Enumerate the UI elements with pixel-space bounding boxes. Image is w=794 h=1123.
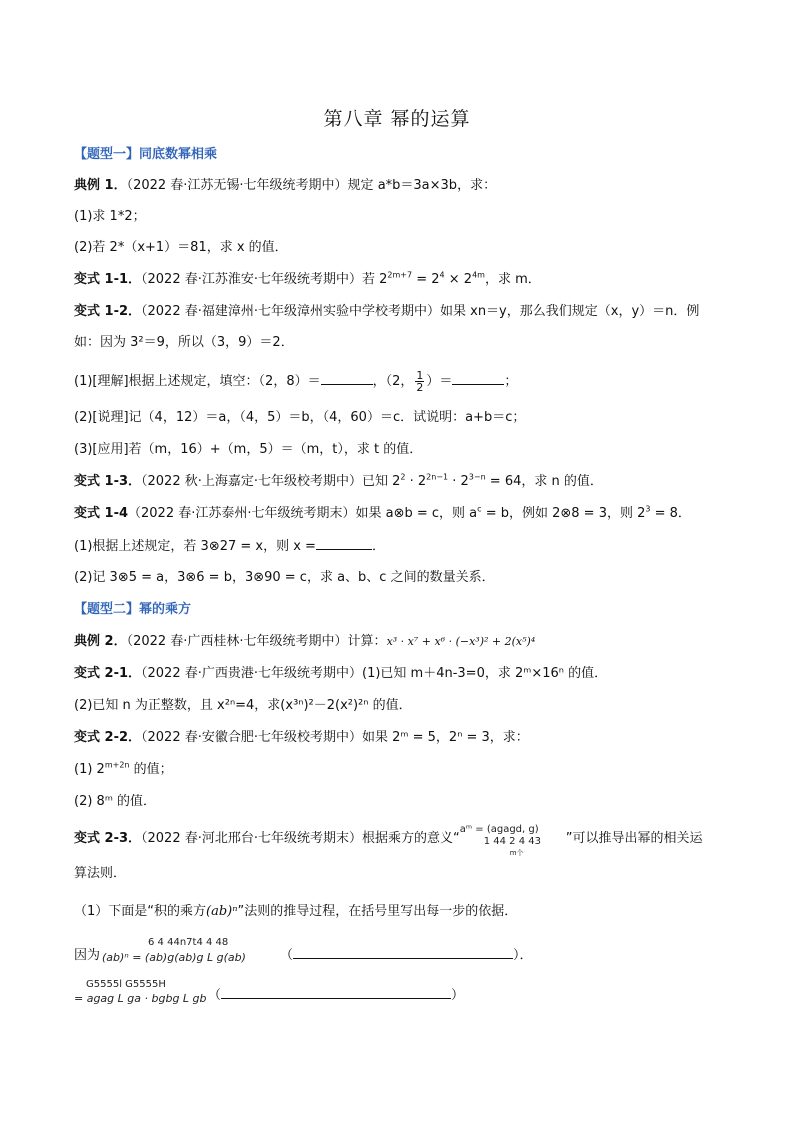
question-text: ”法则的推导过程，在括号里写出每一步的依据． xyxy=(237,904,518,919)
variant-2-2-q1 xyxy=(74,761,734,779)
variant-label: 变式 2-1． xyxy=(74,666,142,681)
derivation-formula-2 xyxy=(74,979,208,1005)
math-text: = 64，求 n 的值． xyxy=(485,474,603,489)
variant-2-2 xyxy=(74,729,734,747)
exponent: 4m xyxy=(472,270,485,280)
variant-2-1-q2: (2)已知 n 为正整数，且 x²ⁿ=4，求(x³ⁿ)²－2(x²)²ⁿ 的值． xyxy=(74,698,412,713)
variant-text: （2022 春·广西贵港·七年级统考期中）(1)已知 m＋4n-3=0，求 2ᵐ×16ⁿ 的值． xyxy=(141,666,608,681)
variant-label: 变式 1-4 xyxy=(74,506,129,521)
variant-text: （2022 春·河北邢台·七年级统考期末）根据乘方的意义“ xyxy=(141,831,460,846)
variant-label: 变式 1-2． xyxy=(74,304,142,319)
exponent: 3 xyxy=(645,504,651,514)
variant-1-2 xyxy=(74,303,734,321)
math-expression: (ab)ⁿ xyxy=(206,904,238,919)
variant-label: 变式 1-3． xyxy=(74,474,142,489)
derivation-formula-1 xyxy=(100,937,280,964)
fraction-numerator: 1 xyxy=(416,369,424,382)
variant-label: 变式 2-3． xyxy=(74,831,142,846)
section-heading-2: 【题型二】幂的乘方 xyxy=(74,602,192,617)
example-text: （2022 春·江苏无锡·七年级统考期中）规定 a*b＝3a×3b，求： xyxy=(126,178,497,193)
example-1-q2: (2)若 2*（x+1）＝81，求 x 的值． xyxy=(74,240,288,255)
answer-blank[interactable] xyxy=(321,372,373,385)
math-text: · 2 xyxy=(405,474,427,489)
question-text: ）＝ xyxy=(426,374,453,389)
variant-1-2-line2: 如：因为 3²＝9，所以（3，9）＝2． xyxy=(74,335,294,350)
variant-label: 变式 1-1． xyxy=(74,272,142,287)
formula-body: = agag L ga · bgbg L gb xyxy=(74,992,207,1005)
question-text: ． xyxy=(371,539,385,554)
variant-1-2-q2: (2)[说理]记（4，12）＝a，（4，5）＝b，（4，60）＝c．试说明：a+b＝c； xyxy=(74,410,526,425)
variant-2-3-line2: 算法则． xyxy=(74,866,127,881)
chapter-title: 第八章 幂的运算 xyxy=(323,108,471,130)
variant-1-4-q2: (2)记 3⊗5 = a，3⊗6 = b，3⊗90 = c，求 a、b、c 之间的数量关系． xyxy=(74,570,495,585)
variant-1-1 xyxy=(74,271,734,289)
variant-2-3 xyxy=(74,824,734,857)
example-text: （2022 春·广西桂林·七年级统考期中）计算： xyxy=(126,634,387,649)
because-label: 因为 xyxy=(74,948,101,963)
math-text: ，求 m． xyxy=(484,272,541,287)
variant-1-3 xyxy=(74,473,734,491)
derivation-step-1 xyxy=(74,937,734,965)
variant-1-2-q3: (3)[应用]若（m，16）+（m，5）＝（m，t），求 t 的值． xyxy=(74,442,423,457)
variant-1-4-q1 xyxy=(74,537,734,556)
exponent: 2 xyxy=(400,472,406,482)
question-text: 的值； xyxy=(129,762,173,777)
math-text: = 2 xyxy=(412,272,440,287)
derivation-step-2 xyxy=(74,979,734,1005)
exponent: c xyxy=(477,504,482,514)
variant-text: （2022 春·江苏淮安·七年级统考期中）若 2 xyxy=(141,272,388,287)
paren-open: （ xyxy=(280,948,294,963)
exponent: 2m+7 xyxy=(387,270,413,280)
power-definition-formula xyxy=(459,824,566,857)
variant-2-2-q2: (2) 8ᵐ 的值． xyxy=(74,794,157,809)
math-text: · 2 xyxy=(448,474,469,489)
question-text: （1）下面是“积的乘方 xyxy=(74,904,207,919)
paren-open: （ xyxy=(208,988,222,1003)
exponent: 3−n xyxy=(468,472,486,482)
example-label: 典例 2． xyxy=(74,634,127,649)
fraction xyxy=(415,370,424,393)
reason-blank[interactable] xyxy=(221,986,451,999)
variant-1-2-q1 xyxy=(74,370,734,393)
variant-text: （2022 春·福建漳州·七年级漳州实验中学校考期中）如果 xn＝y，那么我们规定（x，y）＝n．例 xyxy=(141,304,700,319)
variant-2-3-q1 xyxy=(74,903,734,921)
exponent: 2n−1 xyxy=(426,472,449,482)
formula-top: aᵐ = (agagd, g) xyxy=(459,824,539,835)
answer-blank[interactable] xyxy=(316,537,372,550)
math-text: = 8． xyxy=(650,506,691,521)
formula-body: (ab)ⁿ = (ab)g(ab)g L g(ab) xyxy=(102,951,246,964)
formula-top: G5555l G5555H xyxy=(86,979,166,990)
example-label: 典例 1． xyxy=(74,178,127,193)
formula-brace: 1 44 2 4 43 xyxy=(483,836,541,847)
variant-text: （2022 春·江苏泰州·七年级统考期末）如果 a⊗b = c，则 a xyxy=(128,506,478,521)
exponent: 4 xyxy=(439,270,445,280)
variant-2-1 xyxy=(74,665,734,683)
math-expression: x³ · x⁷ + x⁶ · (−x³)² + 2(x⁵)⁴ xyxy=(386,635,536,648)
example-2 xyxy=(74,633,734,651)
example-1-q1: (1)求 1*2； xyxy=(74,209,146,224)
question-text: (1)根据上述规定，若 3⊗27 = x，则 x = xyxy=(74,539,316,554)
math-text: = b，例如 2⊗8 = 3，则 2 xyxy=(481,506,646,521)
variant-text: （2022 春·安徽合肥·七年级校考期中）如果 2ᵐ = 5，2ⁿ = 3，求： xyxy=(141,730,529,745)
math-text: × 2 xyxy=(444,272,473,287)
answer-blank[interactable] xyxy=(452,372,504,385)
formula-count: m个 xyxy=(509,849,524,857)
question-text: (1)[理解]根据上述规定，填空：（2，8）＝ xyxy=(74,374,321,389)
example-1 xyxy=(74,177,734,195)
paren-close: ）． xyxy=(513,948,533,963)
variant-text: ”可以推导出幂的相关运 xyxy=(565,831,703,846)
variant-label: 变式 2-2． xyxy=(74,730,142,745)
exponent: m+2n xyxy=(104,760,130,770)
variant-1-4 xyxy=(74,505,734,523)
formula-top: 6 4 44n7t4 4 48 xyxy=(148,937,229,948)
question-text: ； xyxy=(504,374,518,389)
reason-blank[interactable] xyxy=(293,946,513,959)
fraction-denominator: 2 xyxy=(416,381,424,394)
variant-text: （2022 秋·上海嘉定·七年级校考期中）已知 2 xyxy=(141,474,401,489)
question-text: ，（2， xyxy=(372,374,414,389)
section-heading-1: 【题型一】同底数幂相乘 xyxy=(74,147,218,162)
question-text: (1) 2 xyxy=(74,762,105,777)
paren-close: ） xyxy=(451,988,465,1003)
